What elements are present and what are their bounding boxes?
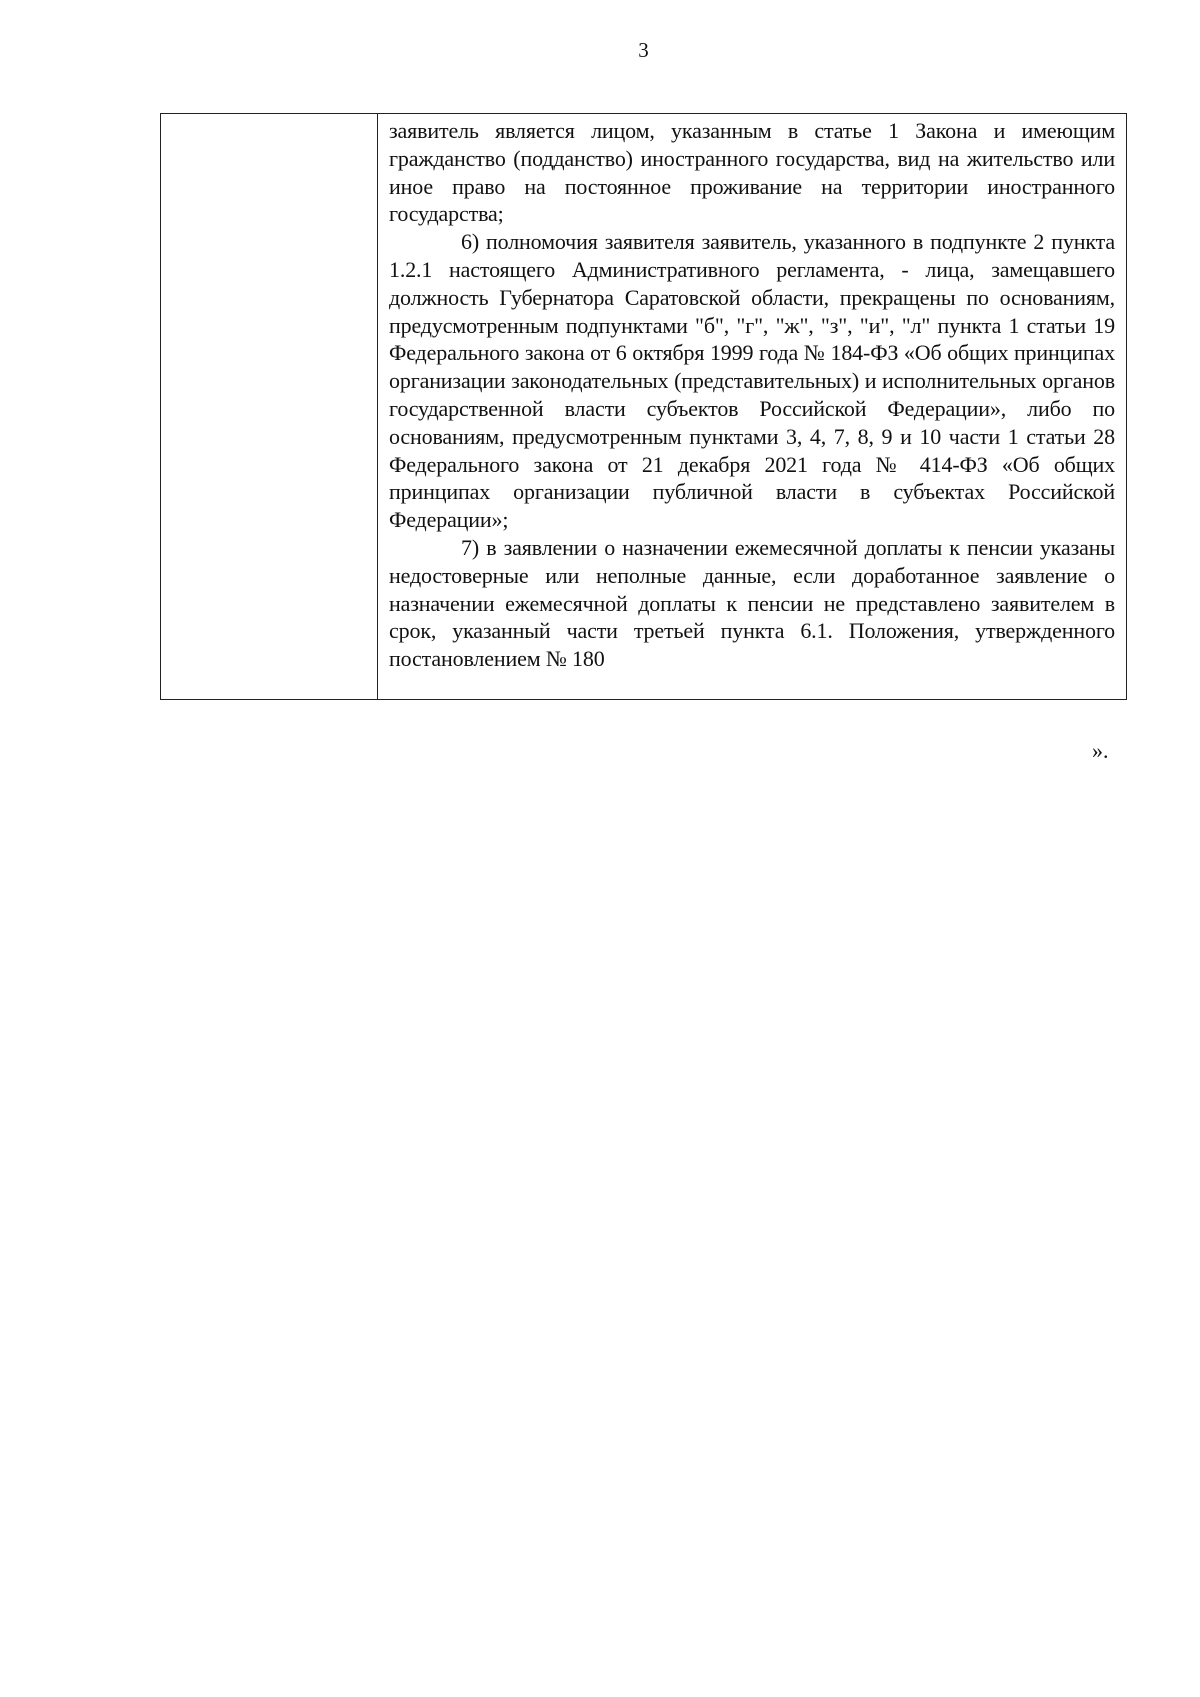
document-table bbox=[160, 113, 1127, 700]
table-row bbox=[161, 114, 1127, 700]
paragraph-item-7: 7) в заявлении о назначении ежемесячной доплаты к пенсии указаны недостоверные или неполные данные, если доработанное заявление о назначении ежемесячной доплаты к пенсии не представлено заявителем в срок, указанный части третьей пункта 6.1. Положения, утвержденного постановлением № 180 bbox=[389, 534, 1115, 672]
paragraph-continuation: заявитель является лицом, указанным в статье 1 Закона и имеющим гражданство (подданство) иностранного государства, вид на жительство или иное право на постоянное проживание на территории иностранного государства; bbox=[389, 118, 1115, 227]
table-cell-left bbox=[161, 114, 378, 700]
paragraph-item-6: 6) полномочия заявителя заявитель, указанного в подпункте 2 пункта 1.2.1 настоящего Административного регламента, - лица, замещавшего должность Губернатора Саратовской области, прекращены по основаниям, предусмотренным подпунктами "б", "г", "ж", "з", "и", "л" пункта 1 статьи 19 Федерального закона от 6 октября 1999 года № 184-ФЗ «Об общих принципах организации законодательных (представительных) и исполнительных органов государственной власти субъектов Российской Федерации», либо по основаниям, предусмотренным пунктами 3, 4, 7, 8, 9 и 10 части 1 статьи 28 Федерального закона от 21 декабря 2021 года № 414-ФЗ «Об общих принципах организации публичной власти в субъектах Российской Федерации»; bbox=[389, 229, 1115, 533]
table-cell-right bbox=[378, 114, 1127, 700]
page-number: 3 bbox=[638, 38, 649, 62]
closing-quote-mark: ». bbox=[1092, 738, 1109, 763]
